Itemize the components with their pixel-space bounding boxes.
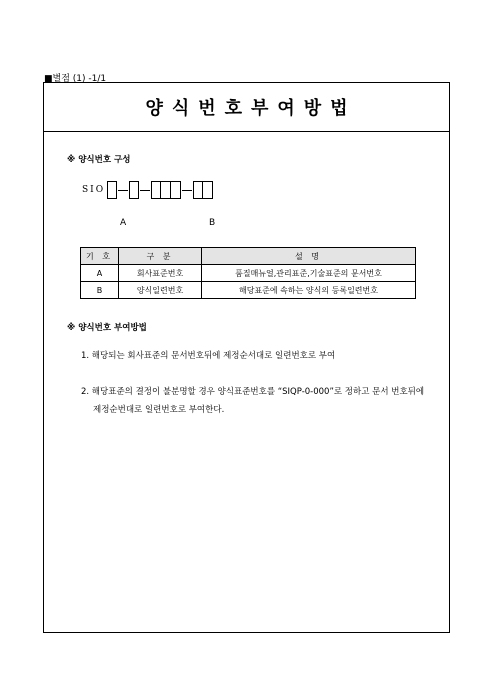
digit-box <box>203 181 213 199</box>
item-text: 1. 해당되는 회사표준의 문서번호뒤에 제정순서대로 일련번호로 부여 <box>81 351 336 361</box>
document-title: 양식번호부여방법 <box>145 98 357 119</box>
digit-box <box>129 181 139 199</box>
digit-box <box>107 181 117 199</box>
table-row <box>81 265 416 282</box>
separator-dash <box>118 190 128 191</box>
header-category: 구 분 <box>119 248 202 265</box>
cell-code: A <box>81 265 119 282</box>
separator-dash <box>140 190 150 191</box>
item-text: 2. 해당표준의 결정이 불분명할 경우 양식표준번호를 “SIQP-0-000”로 정하고 문서 번호뒤에 <box>81 387 425 397</box>
table-header-row <box>81 248 416 265</box>
list-item <box>81 347 335 365</box>
cell-category: 회사표준번호 <box>119 265 202 282</box>
section-heading-method: ※ 양식번호 부여방법 <box>67 323 147 333</box>
code-prefix: SIO <box>82 185 106 195</box>
digit-box <box>161 181 171 199</box>
digit-box <box>171 181 181 199</box>
table-row <box>81 282 416 299</box>
header-description: 설 명 <box>202 248 416 265</box>
document-frame <box>43 82 450 633</box>
header-code: 기 호 <box>81 248 119 265</box>
marker-b: B <box>209 218 216 228</box>
marker-a: A <box>120 218 127 228</box>
cell-description: 품질매뉴얼,관리표준,기술표준의 문서번호 <box>202 265 416 282</box>
separator-dash <box>182 190 192 191</box>
cell-code: B <box>81 282 119 299</box>
form-number-diagram <box>82 180 213 200</box>
digit-box <box>151 181 161 199</box>
cell-category: 양식일련번호 <box>119 282 202 299</box>
section-heading-composition: ※ 양식번호 구성 <box>67 155 131 165</box>
list-item <box>81 383 426 419</box>
cell-description: 해당표준에 속하는 양식의 등록일련번호 <box>202 282 416 299</box>
code-definition-table <box>80 247 416 299</box>
page-header-label: ■별점 (1) -1/1 <box>44 74 107 84</box>
title-box <box>44 83 449 132</box>
item-text-continuation: 제정순번대로 일련번호로 부여한다. <box>93 405 225 415</box>
digit-box <box>193 181 203 199</box>
